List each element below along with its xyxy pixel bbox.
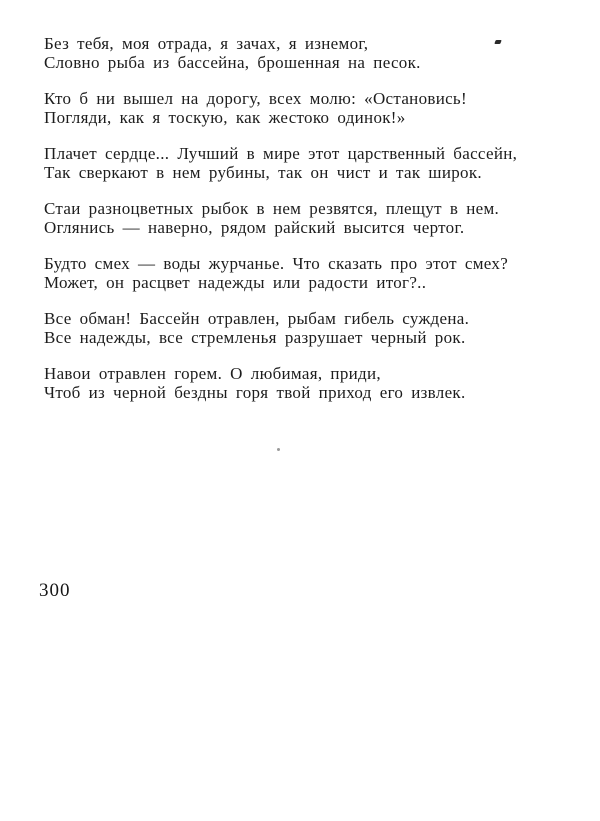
poem-line: Стаи разноцветных рыбок в нем резвятся, плещут в нем. xyxy=(44,199,500,218)
stanza xyxy=(44,365,544,402)
poem-line: Все надежды, все стремленья разрушает черный рок. xyxy=(44,327,466,347)
stanza xyxy=(44,310,544,347)
page-number: 300 xyxy=(39,580,71,601)
poem-line: Может, он расцвет надежды или радости итог?.. xyxy=(44,272,427,292)
poem-line: Плачет сердце... Лучший в мире этот царственный бассейн, xyxy=(44,144,518,163)
poem-line: Погляди, как я тоскую, как жестоко одинок!» xyxy=(44,107,406,127)
poem-text-block xyxy=(44,35,544,420)
poem-line: Без тебя, моя отрада, я зачах, я изнемог, xyxy=(44,34,369,53)
poem-line: Словно рыба из бассейна, брошенная на песок. xyxy=(44,52,421,72)
stanza xyxy=(44,255,544,292)
stanza xyxy=(44,145,544,182)
scan-speck-icon xyxy=(277,448,280,451)
poem-line: Так сверкают в нем рубины, так он чист и так широк. xyxy=(44,162,482,182)
poem-line: Чтоб из черной бездны горя твой приход его извлек. xyxy=(44,382,466,402)
poem-line: Будто смех — воды журчанье. Что сказать про этот смех? xyxy=(44,254,509,273)
stanza xyxy=(44,90,544,127)
poem-line: Все обман! Бассейн отравлен, рыбам гибель суждена. xyxy=(44,309,470,328)
poem-line: Навои отравлен горем. О любимая, приди, xyxy=(44,364,381,383)
stanza xyxy=(44,35,544,72)
stanza xyxy=(44,200,544,237)
poem-line: Оглянись — наверно, рядом райский высится чертог. xyxy=(44,217,465,237)
poem-line: Кто б ни вышел на дорогу, всех молю: «Остановись! xyxy=(44,89,467,108)
